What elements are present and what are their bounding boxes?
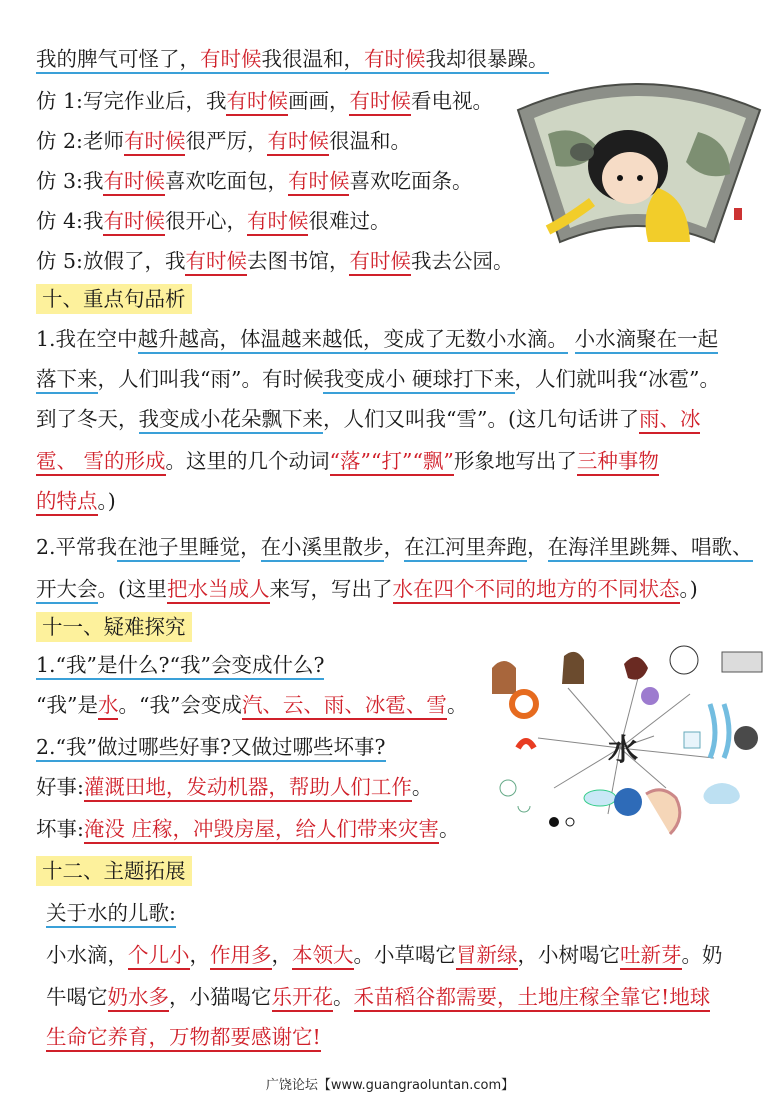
analysis-paragraph-1-line-3: 到了冬天，我变成小花朵飘下来，人们又叫我“雪”。(这几句话讲了雨、冰 <box>36 404 700 434</box>
section-10-heading: 十、重点句品析 <box>36 284 192 314</box>
analysis-paragraph-1-line-5: 的特点。) <box>36 486 116 516</box>
section-12-heading: 十二、主题拓展 <box>36 856 192 886</box>
analysis-paragraph-1: 1.我在空中越升越高，体温越来越低，变成了无数小水滴。 小水滴聚在一起 <box>36 324 718 354</box>
analysis-paragraph-1-line-2: 落下来，人们叫我“雨”。有时候我变成小 硬球打下来，人们就叫我“冰雹”。 <box>36 364 720 394</box>
song-title: 关于水的儿歌: <box>46 898 176 928</box>
imitation-3: 仿 3:我有时候喜欢吃面包，有时候喜欢吃面条。 <box>36 166 472 196</box>
diagram-center: 水 <box>608 733 638 768</box>
sentence-temper <box>36 44 549 74</box>
section-11-heading: 十一、疑难探究 <box>36 612 192 642</box>
song-line-1: 小水滴，个儿小，作用多，本领大。小草喝它冒新绿，小树喝它吐新芽。奶 <box>46 940 723 970</box>
analysis-paragraph-1-line-4: 雹、 雪的形成。这里的几个动词“落”“打”“飘”形象地写出了三种事物 <box>36 446 659 476</box>
footer-source: 广饶论坛【www.guangraoluntan.com】 <box>265 1078 515 1093</box>
analysis-paragraph-2: 2.平常我在池子里睡觉，在小溪里散步，在江河里奔跑，在海洋里跳舞、唱歌、 <box>36 532 753 562</box>
imitation-1: 仿 1:写完作业后，我有时候画画，有时候看电视。 <box>36 86 493 116</box>
water-concept-diagram <box>478 638 774 860</box>
imitation-2: 仿 2:老师有时候很严厉，有时候很温和。 <box>36 126 411 156</box>
song-line-3: 生命它养育，万物都要感谢它! <box>46 1022 321 1052</box>
text: 我的脾气可怪了，有时候我很温和，有时候我却很暴躁。 <box>36 47 549 74</box>
analysis-paragraph-2-line-2: 开大会。(这里把水当成人来写，写出了水在四个不同的地方的不同状态。) <box>36 574 698 604</box>
question-1: 1.“我”是什么?“我”会变成什么? <box>36 650 324 680</box>
girl-fan-illustration <box>508 70 770 250</box>
imitation-4: 仿 4:我有时候很开心，有时候很难过。 <box>36 206 390 236</box>
song-line-2: 牛喝它奶水多，小猫喝它乐开花。禾苗稻谷都需要，土地庄稼全靠它!地球 <box>46 982 710 1012</box>
imitation-5: 仿 5:放假了，我有时候去图书馆，有时候我去公园。 <box>36 246 513 276</box>
bad-deeds: 坏事:淹没 庄稼，冲毁房屋，给人们带来灾害。 <box>36 814 459 844</box>
question-2: 2.“我”做过哪些好事?又做过哪些坏事? <box>36 732 386 762</box>
good-deeds: 好事:灌溉田地，发动机器，帮助人们工作。 <box>36 772 432 802</box>
answer-1: “我”是水。“我”会变成汽、云、雨、冰雹、雪。 <box>36 690 467 720</box>
